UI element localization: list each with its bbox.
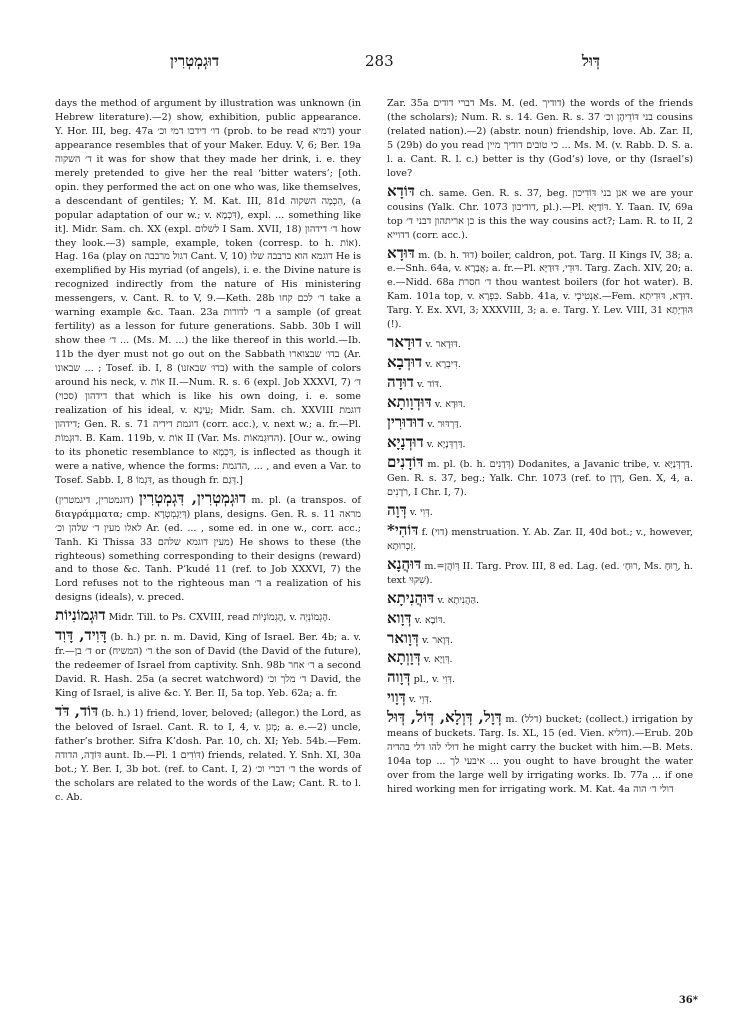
entry-body: v. דּוּדָאר. [425,339,461,351]
entry-body: m. (דלל) bucket; (collect.) irrigation by means of buckets. Targ. Is. XL, 15 (ed. Vien. דוליא).—Erub. 20b דולי להו דלי בהדיה he might carry the bucket with him.—B. Mets. 104a top ... איבעי לך ... you ought to have brought the water over from the large well by irrigating works. Ib. 77a ... if one hired working men for irrigating work. M. Kat. 4a דולי ד׳ הוה [387,714,694,796]
entry-headword: *דּוֹהִי [387,520,419,539]
dictionary-entry [387,630,693,648]
dictionary-entry [387,354,693,372]
entry-body: m. (b. h. דוּד) boiler, caldron, pot. Targ. II Kings IV, 38; a. e.—Snh. 64a, v. אֲבָרָא; a. fr.—Pl. דּוּדֵי, דּוּדַיָּא. Targ. Zach. XIV, 20; a. e.—Nidd. 68a ד׳ חסרת thou wantest boilers (for hot water). B. Kam. 101a top, v. כִּפְרָא. Sabb. 41a, v. אַנְטִיכְי.—Fem. דּוּדָא, דּוּדִיתָא. Targ. Y. Ex. XVI, 3; XXXVIII, 3; a. e. Targ. Y. Lev. VIII, 31 הּוּדְיָתָא (!). [387,249,693,331]
entry-headword: דּוֹד, דֹּד [55,702,99,721]
dictionary-entry [387,434,693,452]
dictionary-entry [387,374,693,392]
entry-body: v. דַּרְדּוּר. [427,419,462,431]
entry-headword: דוּדָה [387,373,414,392]
dictionary-entry [387,502,693,520]
entry-body: f. (דוי) menstruation. Y. Ab. Zar. II, 40d bot.; v., however, זֵכְרוּתָא. [387,526,693,552]
entry-headword: דוּדָאר [387,333,423,352]
dictionary-entry [387,414,693,432]
entry-headword: דְּוָוי [387,688,406,707]
entry-body: m.=דְּוֹהֲן II. Targ. Prov. III, 8 ed. Lag. (ed. רוּחָ׳, Ms. רֻוּחָ, h. text שִׁקּוּי). [387,560,693,586]
dictionary-entry [387,709,693,797]
dictionary-entry [387,394,693,412]
dictionary-entry [55,93,361,488]
entry-body: m. pl. (b. h. דְּדָנִים) Dodanites, a Javanic tribe, v. דַּרְדְּנַיָּא. Gen. R. s. 37, beg.; Yalk. Chr. 1073 (ref. to דְּדָן, Gen. X, 4, a. רֹדָנִים, I Chr. I, 7). [387,458,693,498]
entry-body: pl., v. דְּוִי. [413,674,455,686]
left-column [55,93,361,807]
entry-body: v. דִּיבְרָא. [425,359,461,371]
dictionary-entry [387,454,693,500]
entry-body: days the method of argument by illustration was unknown (in Hebrew literature).—2) show, exhibition, public appearance. Y. Hor. III, beg. 47a דו׳ דידכו דמי וכ׳ (prob. to be read דמיא) your appearance resembles that of your Maker. Eduy. V, 6; Ber. 19a ד׳ השקוה it was for show that they made her drink, i. e. they merely pretended to give her the real ‘bitter waters’; [oth. opin. they performed the act on one who was, like themselves, a descendant of gentiles; Y. M. Kat. III, 81d הִכְמָה השקוה, (a popular adaptation of our w.; v. דִּכְמָא), expl. ... something like it]. Midr. Sam. ch. XX (expl. לשלום I Sam. XVII, 18) ד׳ דידהון how they look.—3) sample, example, token (corresp. to h. אוֹת). Hag. 16a (play on דגול מרבבה Cant. V, 10) דוגמא הוא ברבבה שלו He is exemplified by His myriad (of angels), i. e. the Divine nature is recognized indirectly from the nature of His ministering messengers, v. Cant. R. to V, 9.—Keth. 28b ד׳ לכם קחו take a warning example &c. Taan. 23a ד׳ לדורות a sample (of great fertility) as a lesson for future generations. Sabb. 30b I will show thee ד׳ ... (Ms. M. ...) the like thereof in this world.—Ib. 11b the dyer must not go out on the Sabbath בדו׳ שבצוארו (Ar. שבאונו ... ; Tosef. ib. I, 8 (בדוּ׳ שבאזנו) with the sample of colors around his neck, v. אוֹת II.—Num. R. s. 6 (expl. Job XXXVI, 7) ד׳ דידהון (סכוי) that which is like his own doing, i. e. some realization of his ideal, v. עֵינָא; Midr. Sam. ch. XXVIII דוגמת דידהון; Gen. R. s. 71 דוגמת דידיה (corr. acc.), v. next w.; a. fr.—Pl. דוּגְמוֹת. B. Kam. 119b, v. אוֹת II (Var. Ms. הדוּגְמאוֹת). [Our w., owing to its phonetic resemblance to דִּכְמָא, is inflected as though it were a native, whence the forms: הדגמת, ... , and even a Var. to Tosef. Sabb. I, 8 דִּגְמוֹ, as though fr. דְּגַם.] [55,98,362,486]
entry-body: (b. h.) 1) friend, lover, beloved; (allegor.) the Lord, as the beloved of Israel. Cant. R. to I, 4, v. מְגִן; a. e.—2) uncle, father’s brother. Sifra K’dosh. Par. 10, ch. XI; Yeb. 54b.—Fem. דּוֹדָה, הדודה aunt. Ib.—Pl. דּוֹדִים 1) friends, related. Y. Snh. XI, 30a bot.; Y. Ber. I, 3b bot. (ref. to Cant. I, 2) ד׳ דברי וכ׳ the words of the scholars are related to the words of the Law; Cant. R. to l. c. Ab. [55,708,362,803]
entry-headword: דּוּהֲנָא [387,554,422,573]
entry-headword: דּוּדְוָותָא [387,393,432,412]
entry-headword: דוּדְנָיָא [387,433,424,452]
entry-body: ch. same. Gen. R. s. 37, beg. אנן בני דּוֹדִיכון we are your cousins (Yalk. Chr. 1073 דודיכון, pl.).—Pl. דּוֹדַיָּא. Y. Taan. IV, 69a top כן אריתהון דבני ד׳ is this the way cousins act?; Lam. R. to II, 2 דדוייא (corr. acc.). [387,187,694,241]
entry-body: (b. h.) pr. n. m. David, King of Israel. Ber. 4b; a. v. fr.—ד׳ בן or ד׳ (המשיח) the son of David (the David of the future), the redeemer of Israel from captivity. Snh. 98b ד׳ אחר a second David. R. Hash. 25a (a secret watchword) ד׳ מלך וכ׳ David, the King of Israel, is alive &c. Y. Ber. II, 5a top. Yeb. 62a; a. fr. [55,632,362,700]
dictionary-entry [387,183,693,243]
dictionary-entry [387,556,693,588]
header-right-headword: דְּוּל [581,52,600,70]
entry-headword: דוּגְמוֹנִיוֹת [55,606,106,625]
dictionary-entry [55,607,361,625]
dictionary-entry [387,93,693,181]
dictionary-entry [387,590,693,608]
entry-body: v. דְּוֵי. [408,694,432,706]
signature-mark: 36* [678,995,698,1006]
dictionary-entry [387,649,693,667]
entry-body: v. דּוּדָא. [434,399,466,411]
entry-body: v. דַּרְדְּנָיָא. [426,439,466,451]
entry-headword: דוּדְבָא [387,353,423,372]
page-number: 283 [365,52,394,70]
entry-body: Midr. Till. to Ps. CXVIII, read הֶגְמוֹנְיוֹת, v. הֶגְמוֹנְיָה. [108,612,331,624]
dictionary-entry [55,490,361,606]
entry-body: v. דּוֹד. [416,379,443,391]
entry-headword: דְּוָוא [387,608,412,627]
entry-headword: דּוּדָא [387,243,415,262]
entry-headword: דְּוָואר [387,628,419,647]
dictionary-entry [55,627,361,701]
entry-body: v. דּוֹבָא. [414,614,446,626]
dictionary-entry [387,689,693,707]
dictionary-entry [387,669,693,687]
entry-headword: דְּוָוְתָא [387,648,421,667]
entry-body: v. דְּוָאר. [421,634,453,646]
entry-body: Zar. 35a דברי דודים Ms. M. (ed. דודיך) the words of the friends (the scholars); Num. R. s. 14. Gen. R. s. 37 בני דּוֹדֵיהֶן וכ׳ cousins (related nation).—2) (abstr. noun) friendship, love. Ab. Zar. II, 5 (29b) do you read כי טובים דודיך מיין ... Ms. M. (v. Rabb. D. S. a. l. a. Cant. R. l. c.) better is thy (God’s) love, or thy (Israel’s) love? [387,98,694,179]
entry-body: v. דְּוִי. [409,506,433,518]
dictionary-entry [387,245,693,333]
dictionary-entry [387,610,693,628]
entry-headword: דוּגְמְטְרִין, דִּגְמְטְרִין [139,488,247,507]
header-left-headword: דוּגְמְטְרִין [170,52,220,70]
entry-headword: דוּדוּרִין [387,413,425,432]
entry-headword: דּוֹדָנִים [387,452,424,471]
entry-headword: דְּוָל, דְּוְלָא, דְּוֹל, דְּוּל [387,708,502,727]
right-column [387,93,693,799]
entry-headword: דּוֹדָא [387,181,415,200]
dictionary-entry [387,334,693,352]
entry-headword: דְּוָה [387,500,407,519]
entry-headword: דְּוָוה [387,668,411,687]
entry-body: (דוגמטרין, דיגמטרין) m. pl. (a transpos. of διαγράμματα; cmp. דְּיַגְמְטְרָא) plans, designs. Gen. R. s. 11 מראה לאלו מעין ד׳ שלהן וכ׳ Ar. (ed. ... , some ed. in one w., corr. acc.; Tanh. Ki Thissa 33 מעין דוגמא שלהם) He shows to these (the righteous) something corresponding to their designs (reward) and to those &c. Tanh. P’kudé 11 (ref. to Job XXXVI, 7) the Lord refuses not to the righteous man ד׳ a realization of his designs (ideals), v. preced. [55,494,361,604]
running-header [60,52,700,80]
dictionary-entry [55,703,361,805]
entry-body: v. דְּוָיָא. [423,654,453,666]
entry-headword: דּוּהֲנִיתָא [387,588,435,607]
entry-headword: דָּוִיד, דָּוִד [55,626,107,645]
entry-body: v. הַּהֲנִיתָא. [437,594,480,606]
dictionary-entry [387,522,693,554]
